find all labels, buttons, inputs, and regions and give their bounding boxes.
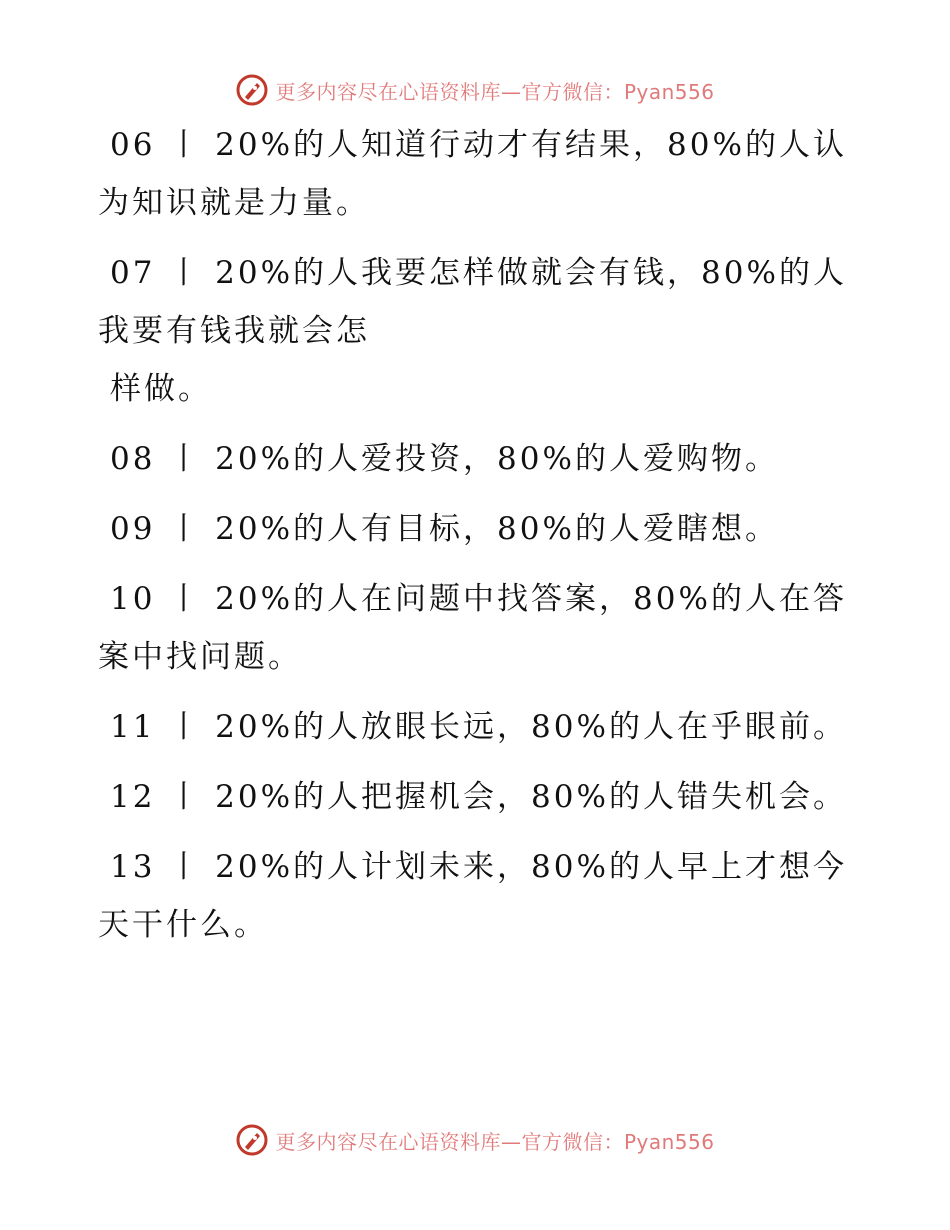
paragraph-13: 13 丨 20%的人计划未来，80%的人早上才想今天干什么。 [98,849,847,943]
footer-banner-text: 更多内容尽在心语资料库—官方微信：Pyan556 [275,1129,715,1154]
document-body [98,116,858,966]
paragraph-12: 12 丨 20%的人把握机会，80%的人错失机会。 [110,779,847,815]
paragraph-11: 11 丨 20%的人放眼长远，80%的人在乎眼前。 [110,709,847,745]
footer-banner [0,1120,950,1160]
paragraph-09: 09 丨 20%的人有目标，80%的人爱瞎想。 [110,511,779,547]
paragraph-10: 10 丨 20%的人在问题中找答案，80%的人在答案中找问题。 [98,581,847,675]
paragraph-08: 08 丨 20%的人爱投资，80%的人爱购物。 [110,441,779,477]
paragraph-07-continued: 样做。 [110,371,212,407]
pen-logo-icon [235,1123,269,1157]
header-banner [0,70,950,110]
header-banner-text: 更多内容尽在心语资料库—官方微信：Pyan556 [275,79,715,104]
pen-logo-icon [235,73,269,107]
paragraph-06: 06 丨 20%的人知道行动才有结果，80%的人认为知识就是力量。 [98,127,847,221]
paragraph-07: 07 丨 20%的人我要怎样做就会有钱，80%的人我要有钱我就会怎 [98,255,847,349]
